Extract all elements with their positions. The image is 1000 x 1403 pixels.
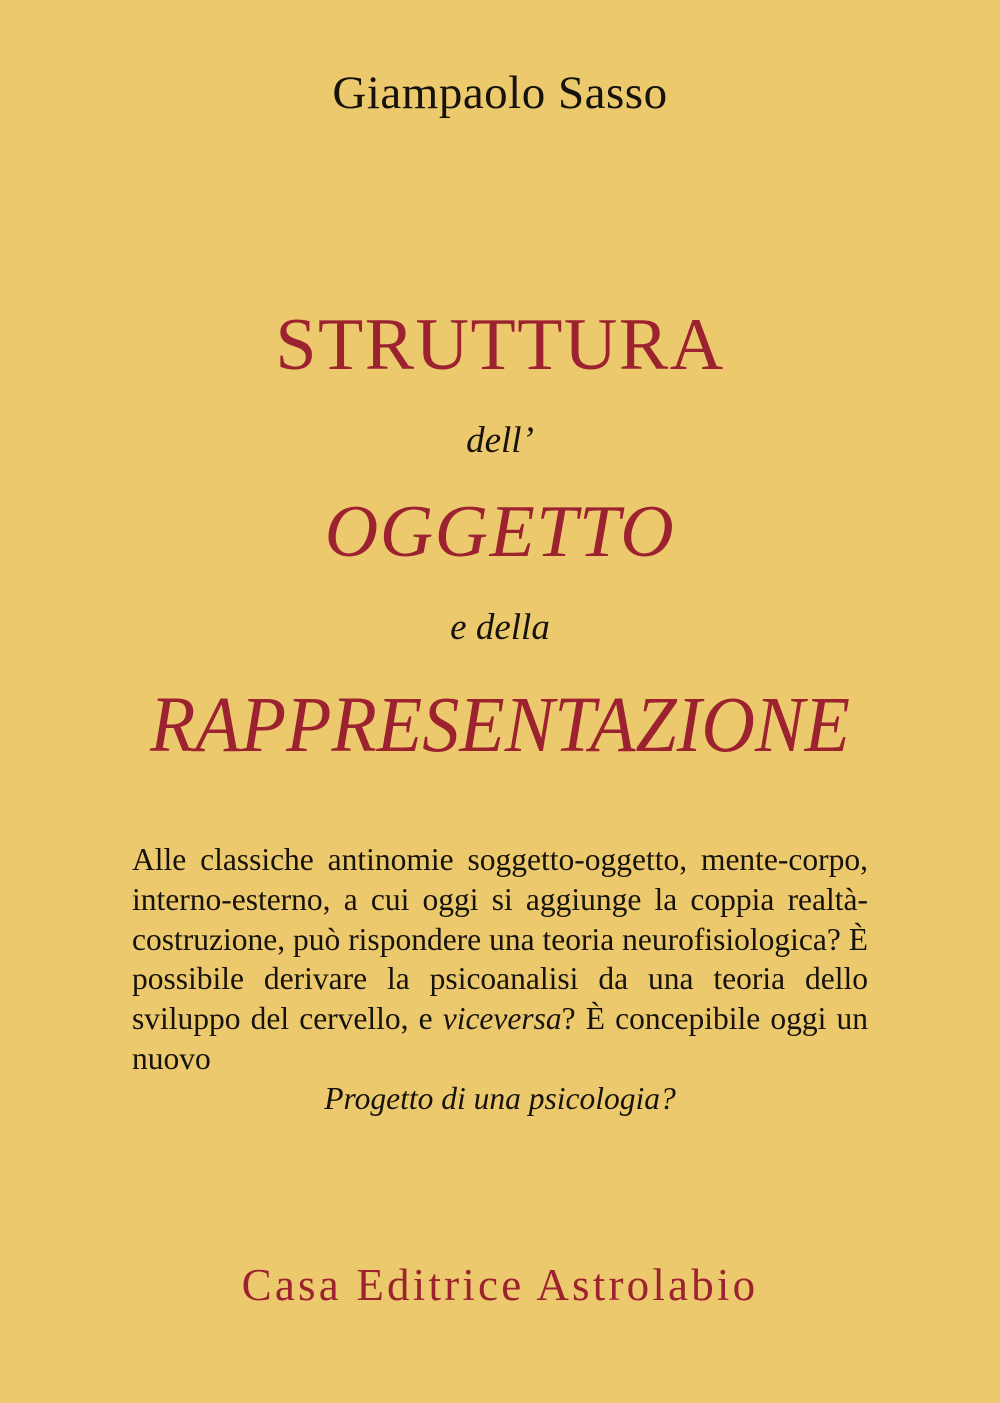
title-block — [0, 304, 1000, 769]
title-connector-dell: dell’ — [466, 420, 534, 461]
title-line-oggetto: OGGETTO — [324, 491, 676, 573]
title-spacer-4 — [0, 646, 1000, 686]
blurb-body-part-2: ? È concepibile oggi un nuovo — [132, 1001, 868, 1076]
author-name: Giampaolo Sasso — [332, 67, 668, 119]
title-line-rappresentazione: RAPPRESENTAZIONE — [150, 682, 850, 769]
blurb-body-part-1: Alle classiche antinomie soggetto-oggetto, mente-corpo, interno-esterno, a cui oggi si aggiunge la coppia realtà-costruzione, può rispondere una teoria neurofisiologica? È possibile derivare la psicoanalisi da una teoria dello sviluppo del cervello, e — [132, 842, 868, 1037]
blurb-italic-viceversa: viceversa — [442, 1001, 562, 1037]
title-connector-e-della: e della — [450, 607, 550, 648]
publisher-name: Casa Editrice Astrolabio — [241, 1260, 759, 1310]
blurb-body-text — [132, 840, 868, 1079]
blurb-paragraph — [132, 840, 868, 1119]
blurb-italic-work-title: Progetto di una psicologia? — [324, 1080, 676, 1116]
title-spacer-2 — [0, 459, 1000, 495]
title-spacer-3 — [0, 569, 1000, 609]
back-cover-blurb — [132, 840, 868, 1119]
title-spacer-1 — [0, 382, 1000, 422]
title-line-struttura: STRUTTURA — [275, 304, 725, 386]
